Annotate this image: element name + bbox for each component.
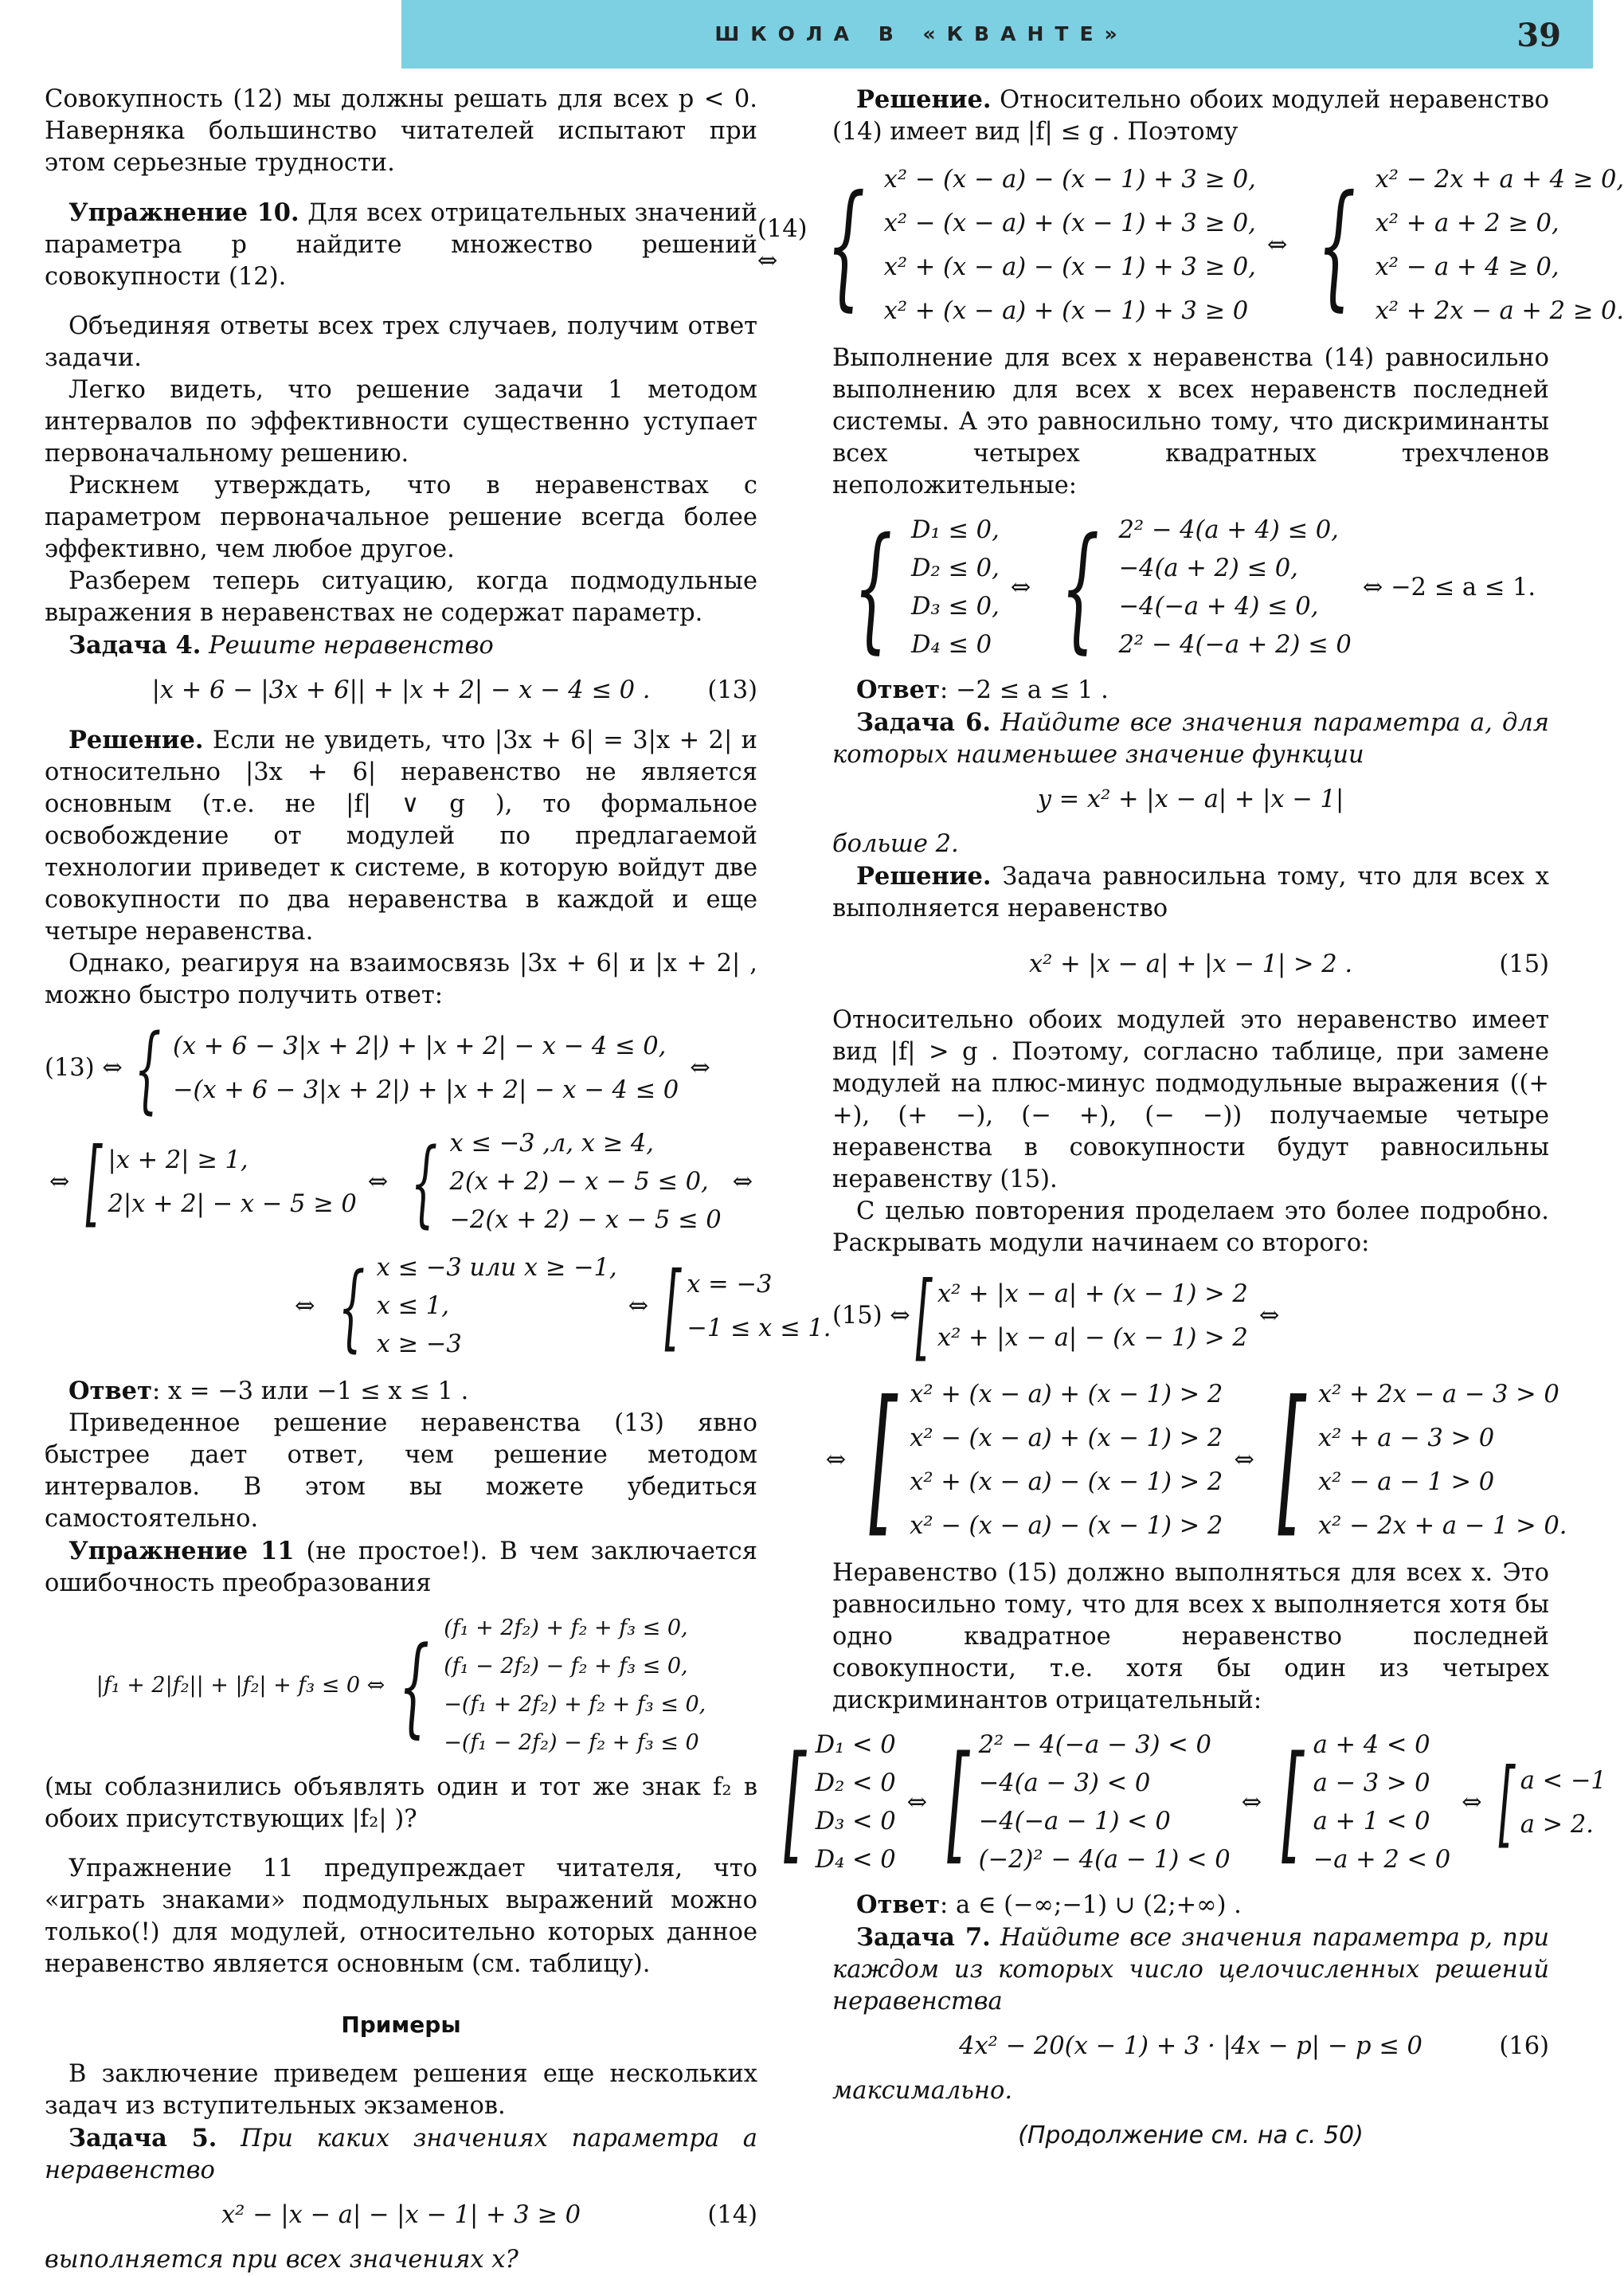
system-line: 2|x + 2| − x − 5 ≥ 0 bbox=[108, 1190, 357, 1218]
answer-text: : x = −3 или −1 ≤ x ≤ 1 . bbox=[151, 1377, 469, 1405]
exercise-11 bbox=[45, 1535, 757, 1600]
paragraph: максимально. bbox=[832, 2077, 1013, 2105]
brace-icon: { bbox=[338, 1252, 365, 1361]
brace-icon: { bbox=[1061, 509, 1100, 667]
system-line: x ≥ −3 bbox=[376, 1330, 462, 1358]
answer-label: Ответ bbox=[856, 676, 940, 704]
system-line: (x + 6 − 3|x + 2|) + |x + 2| − x − 4 ≤ 0, bbox=[172, 1032, 667, 1060]
collection-line: a < −1 bbox=[1520, 1767, 1606, 1795]
iff-symbol: ⇔ bbox=[295, 1292, 315, 1320]
problem-text: Решите неравенство bbox=[201, 632, 494, 660]
collection-line: D₄ < 0 bbox=[815, 1846, 896, 1874]
answer-text: : −2 ≤ a ≤ 1 . bbox=[939, 676, 1109, 704]
formula-line: −(f₁ − 2f₂) − f₂ + f₃ ≤ 0 bbox=[444, 1730, 699, 1755]
paragraph: Рискнем утверждать, что в неравенствах с параметром первоначальное решение всегда более эффективно, чем любое другое. bbox=[45, 472, 757, 563]
problem-6 bbox=[832, 707, 1549, 771]
exercise-10 bbox=[45, 197, 757, 293]
collection-line: x² + |x − a| − (x − 1) > 2 bbox=[937, 1324, 1248, 1352]
brace-icon: { bbox=[411, 1127, 438, 1237]
system-13 bbox=[45, 1013, 757, 1123]
brace-icon: [ bbox=[86, 1127, 103, 1237]
system-line: x² + (x − a) − (x − 1) + 3 ≥ 0, bbox=[883, 253, 1256, 281]
brace-icon: [ bbox=[1282, 1728, 1305, 1877]
iff-symbol: ⇔ bbox=[732, 1168, 753, 1196]
paragraph: В заключение приведем решения еще нескольких задач из вступительных экзаменов. bbox=[45, 2060, 757, 2120]
exercise-label: Упражнение 10. bbox=[68, 198, 299, 227]
equation-13 bbox=[45, 675, 757, 707]
system-line: D₁ ≤ 0, bbox=[911, 516, 1000, 544]
iff-symbol: ⇔ bbox=[906, 1788, 928, 1816]
system-line: 2² − 4(a + 4) ≤ 0, bbox=[1118, 516, 1339, 544]
exercise-label: Упражнение 11 bbox=[68, 1537, 295, 1565]
collection-line: D₂ < 0 bbox=[815, 1769, 896, 1797]
system-line: D₂ ≤ 0, bbox=[911, 554, 1000, 582]
collection-line: a > 2. bbox=[1520, 1811, 1594, 1839]
problem-label: Задача 7. bbox=[856, 1923, 991, 1952]
brace-icon: [ bbox=[1498, 1748, 1516, 1858]
paragraph: Выполнение для всех x неравенства (14) равносильно выполнению для всех x всех неравенств последней системы. А это равносильно тому, что дискриминанты всех четырех квадратных трехчленов неположительные: bbox=[832, 344, 1549, 499]
function-y bbox=[832, 784, 1549, 816]
equation-body: y = x² + |x − a| + |x − 1| bbox=[1037, 785, 1344, 813]
system-prefix: (13) ⇔ bbox=[45, 1054, 123, 1082]
brace-icon: [ bbox=[915, 1261, 933, 1371]
system-line: x² + (x − a) + (x − 1) + 3 ≥ 0 bbox=[883, 297, 1249, 325]
formula-line: (f₁ − 2f₂) − f₂ + f₃ ≤ 0, bbox=[444, 1654, 688, 1679]
collection-line: x² − (x − a) + (x − 1) > 2 bbox=[910, 1424, 1223, 1452]
system-line: 2(x + 2) − x − 5 ≤ 0, bbox=[449, 1168, 709, 1196]
collection-line: (−2)² − 4(a − 1) < 0 bbox=[978, 1846, 1231, 1874]
solution-label: Решение. bbox=[68, 726, 204, 754]
solution-5 bbox=[832, 84, 1549, 148]
problem-label: Задача 5. bbox=[68, 2124, 217, 2153]
equation-number: (16) bbox=[1499, 2032, 1549, 2060]
paragraph: Однако, реагируя на взаимосвязь |3x + 6| и |x + 2| , можно быстро получить ответ: bbox=[45, 950, 757, 1009]
collection-line: x² + |x − a| + (x − 1) > 2 bbox=[937, 1280, 1248, 1308]
equation-body: x² − |x − a| − |x − 1| + 3 ≥ 0 bbox=[221, 2201, 581, 2229]
system-line: x ≤ −3 или x ≥ −1, bbox=[376, 1254, 617, 1282]
collection-line: a + 1 < 0 bbox=[1313, 1808, 1430, 1835]
collection-prefix: (15) ⇔ bbox=[832, 1302, 910, 1330]
system-line: x² − 2x + a + 4 ≥ 0, bbox=[1375, 166, 1624, 194]
system-line: 2² − 4(−a + 2) ≤ 0 bbox=[1118, 631, 1352, 659]
paragraph: Легко видеть, что решение задачи 1 методом интервалов по эффективности существенно уступает первоначальному решению. bbox=[45, 376, 757, 468]
collection-line: x² + a − 3 > 0 bbox=[1317, 1424, 1495, 1452]
brace-icon: { bbox=[134, 1013, 162, 1123]
problem-text: Найдите все значения параметра a, для которых наименьшее значение функции bbox=[832, 709, 1549, 769]
equation-body: |x + 6 − |3x + 6|| + |x + 2| − x − 4 ≤ 0 . bbox=[151, 676, 651, 704]
problem-7 bbox=[832, 1921, 1549, 2018]
paragraph: Совокупность (12) мы должны решать для всех p < 0. Наверняка большинство читателей испытают при этом серьезные трудности. bbox=[45, 85, 757, 177]
answer-5 bbox=[832, 674, 1549, 707]
discriminant-collection bbox=[784, 1726, 1606, 1879]
paragraph: Неравенство (15) должно выполняться для всех x. Это равносильно тому, что для всех x выполняется хотя бы одно квадратное неравенство последней совокупности, т.е. хотя бы один из четырех дискриминантов отрицательный: bbox=[832, 1559, 1549, 1714]
iff-symbol: ⇔ bbox=[690, 1054, 710, 1082]
page-number: 39 bbox=[1516, 17, 1561, 54]
answer-6 bbox=[832, 1889, 1549, 1921]
system-line: D₄ ≤ 0 bbox=[911, 631, 992, 659]
solution-6 bbox=[832, 860, 1549, 925]
paragraph: Разберем теперь ситуацию, когда подмодульные выражения в неравенствах не содержат параметр. bbox=[45, 567, 757, 627]
collection-line: −4(−a − 1) < 0 bbox=[978, 1808, 1171, 1835]
brace-icon: [ bbox=[784, 1728, 807, 1877]
exercise-text: Для всех отрицательных значений параметра p найдите множество решений совокупности (12). bbox=[45, 199, 757, 291]
problem-label: Задача 4. bbox=[68, 631, 202, 660]
exercise-11-formula bbox=[45, 1609, 757, 1762]
iff-symbol: ⇔ bbox=[628, 1292, 649, 1320]
system-line: x² − (x − a) + (x − 1) + 3 ≥ 0, bbox=[883, 210, 1256, 237]
system-line: x² − (x − a) − (x − 1) + 3 ≥ 0, bbox=[883, 166, 1256, 194]
page-header bbox=[401, 0, 1593, 69]
paragraph: Упражнение 11 предупреждает читателя, что «играть знаками» подмодульных выражений можно только(!) для модулей, относительно которых данное неравенство является основным (см. таблицу). bbox=[45, 1855, 757, 1978]
system-prefix: (14) ⇔ bbox=[757, 215, 808, 275]
system-line: −2(x + 2) − x − 5 ≤ 0 bbox=[449, 1206, 722, 1234]
problem-label: Задача 6. bbox=[856, 708, 991, 737]
answer-4 bbox=[45, 1375, 757, 1408]
section-title: ШКОЛА В «КВАНТЕ» bbox=[714, 22, 1129, 45]
solution-text: Если не увидеть, что |3x + 6| = 3|x + 2| и относительно |3x + 6| неравенство не является основным (т.е. не |f| ∨ g ), то формальное освобождение от модулей по предлагаемой технологии приведет к системе, в которую войдут две совокупности по два неравенства в каждой и еще четыре неравенства. bbox=[45, 727, 757, 946]
paragraph: (мы соблазнились объявлять один и тот же знак f₂ в обоих присутствующих |f₂| )? bbox=[45, 1773, 757, 1833]
paragraph: Относительно обоих модулей это неравенство имеет вид |f| > g . Поэтому, согласно таблице, при замене модулей на плюс-минус подмодульные выражения ((+ +), (+ −), (− +), (− −)) получаемые четыре неравенства в совокупности будут равносильны неравенству (15). bbox=[832, 1006, 1549, 1193]
iff-symbol: ⇔ bbox=[1234, 1446, 1254, 1474]
iff-symbol: ⇔ bbox=[367, 1168, 389, 1196]
section-heading: Примеры bbox=[341, 2012, 461, 2038]
exercise-text: (не простое!). В чем заключается ошибочность преобразования bbox=[45, 1538, 757, 1597]
collection-line: −a + 2 < 0 bbox=[1313, 1846, 1451, 1874]
system-line: −(x + 6 − 3|x + 2|) + |x + 2| − x − 4 ≤ 0 bbox=[172, 1076, 679, 1104]
collection-line: x² − (x − a) − (x − 1) > 2 bbox=[910, 1512, 1223, 1540]
collection-line: a − 3 > 0 bbox=[1313, 1769, 1430, 1797]
system-line: x² + a + 2 ≥ 0, bbox=[1375, 210, 1559, 237]
paragraph: С целью повторения проделаем это более подробно. Раскрывать модули начинаем со второго: bbox=[832, 1197, 1549, 1257]
paragraph: больше 2. bbox=[832, 830, 959, 858]
system-line: x ≤ 1, bbox=[376, 1292, 449, 1320]
paragraph: выполняется при всех значениях x? bbox=[45, 2246, 519, 2274]
collection-15 bbox=[832, 1261, 1549, 1371]
system-13-step2 bbox=[45, 1125, 757, 1240]
problem-text: Найдите все значения параметра p, при каждом из которых число целочисленных решений неравенства bbox=[832, 1924, 1549, 2015]
solution-text: Задача равносильна тому, что для всех x выполняется неравенство bbox=[832, 863, 1549, 923]
solution-label: Решение. bbox=[856, 85, 992, 114]
equation-body: 4x² − 20(x − 1) + 3 · |4x − p| − p ≤ 0 bbox=[959, 2032, 1422, 2060]
formula-line: (f₁ + 2f₂) + f₂ + f₃ ≤ 0, bbox=[444, 1616, 688, 1640]
collection-line: a + 4 < 0 bbox=[1313, 1731, 1430, 1759]
system-14 bbox=[757, 158, 1624, 333]
system-line: x ≤ −3 ,л, x ≥ 4, bbox=[449, 1130, 654, 1158]
brace-icon: [ bbox=[947, 1728, 970, 1877]
collection-line: x² + (x − a) + (x − 1) > 2 bbox=[910, 1381, 1223, 1408]
answer-text: : a ∈ (−∞;−1) ∪ (2;+∞) . bbox=[939, 1891, 1242, 1919]
answer-label: Ответ bbox=[856, 1890, 940, 1919]
collection-line: x² + (x − a) − (x − 1) > 2 bbox=[910, 1468, 1223, 1496]
collection-line: x² − a − 1 > 0 bbox=[1317, 1468, 1495, 1496]
system-line: −4(a + 2) ≤ 0, bbox=[1118, 554, 1298, 582]
collection-line: x² + 2x − a − 3 > 0 bbox=[1317, 1381, 1559, 1408]
system-line: −1 ≤ x ≤ 1. bbox=[687, 1314, 832, 1342]
system-line: |x + 2| ≥ 1, bbox=[108, 1146, 248, 1174]
system-line: x² − a + 4 ≥ 0, bbox=[1375, 253, 1559, 281]
equation-16 bbox=[832, 2031, 1549, 2063]
brace-icon: { bbox=[826, 166, 865, 324]
solution-label: Решение. bbox=[856, 862, 992, 891]
system-13-step3 bbox=[45, 1249, 832, 1364]
brace-icon: [ bbox=[869, 1367, 898, 1553]
equation-body: x² + |x − a| + |x − 1| > 2 . bbox=[1028, 950, 1353, 978]
equation-14 bbox=[45, 2200, 757, 2231]
equation-number: (14) bbox=[707, 2201, 757, 2229]
iff-symbol: ⇔ bbox=[1266, 231, 1288, 259]
problem-5 bbox=[45, 2122, 757, 2187]
solution-text: Относительно обоих модулей неравенство (14) имеет вид |f| ≤ g . Поэтому bbox=[832, 86, 1549, 146]
collection-line: D₃ < 0 bbox=[815, 1808, 896, 1835]
iff-symbol: ⇔ bbox=[1241, 1788, 1262, 1816]
brace-icon: { bbox=[398, 1623, 430, 1749]
result: ⇔ −2 ≤ a ≤ 1. bbox=[1362, 574, 1536, 601]
solution-4 bbox=[45, 724, 757, 948]
brace-icon: { bbox=[853, 509, 893, 667]
formula-lhs: |f₁ + 2|f₂|| + |f₂| + f₃ ≤ 0 ⇔ bbox=[96, 1673, 385, 1698]
problem-text: При каких значениях параметра a неравенство bbox=[45, 2125, 757, 2184]
collection-line: 2² − 4(−a − 3) < 0 bbox=[978, 1731, 1211, 1759]
iff-symbol: ⇔ bbox=[825, 1446, 847, 1474]
discriminant-system bbox=[832, 509, 1549, 667]
formula-line: −(f₁ + 2f₂) + f₂ + f₃ ≤ 0, bbox=[444, 1692, 706, 1717]
collection-15-step2 bbox=[825, 1367, 1567, 1553]
system-line: −4(−a + 4) ≤ 0, bbox=[1118, 593, 1319, 621]
answer-label: Ответ bbox=[68, 1377, 152, 1405]
paragraph: Приведенное решение неравенства (13) явно быстрее дает ответ, чем решение методом интервалов. В этом вы можете убедиться самостоятельно. bbox=[45, 1409, 757, 1533]
left-column bbox=[45, 84, 832, 2276]
equation-15 bbox=[832, 949, 1549, 981]
iff-symbol: ⇔ bbox=[1258, 1302, 1280, 1330]
collection-line: x² − 2x + a − 1 > 0. bbox=[1317, 1512, 1567, 1540]
equation-number: (15) bbox=[1499, 950, 1549, 978]
equation-number: (13) bbox=[707, 676, 757, 704]
brace-icon: { bbox=[1317, 166, 1356, 324]
iff-symbol: ⇔ bbox=[49, 1168, 70, 1196]
brace-icon: [ bbox=[664, 1252, 682, 1361]
system-line: x = −3 bbox=[687, 1271, 773, 1299]
iff-symbol: ⇔ bbox=[1010, 574, 1031, 601]
collection-line: −4(a − 3) < 0 bbox=[978, 1769, 1151, 1797]
continuation-note: (Продолжение см. на с. 50) bbox=[1018, 2121, 1364, 2149]
system-line: x² + 2x − a + 2 ≥ 0. bbox=[1375, 297, 1624, 325]
collection-line: D₁ < 0 bbox=[815, 1731, 896, 1759]
problem-4 bbox=[45, 629, 757, 662]
system-line: D₃ ≤ 0, bbox=[911, 593, 1000, 621]
brace-icon: [ bbox=[1278, 1367, 1306, 1553]
paragraph: Объединяя ответы всех трех случаев, получим ответ задачи. bbox=[45, 312, 757, 372]
iff-symbol: ⇔ bbox=[1462, 1788, 1482, 1816]
